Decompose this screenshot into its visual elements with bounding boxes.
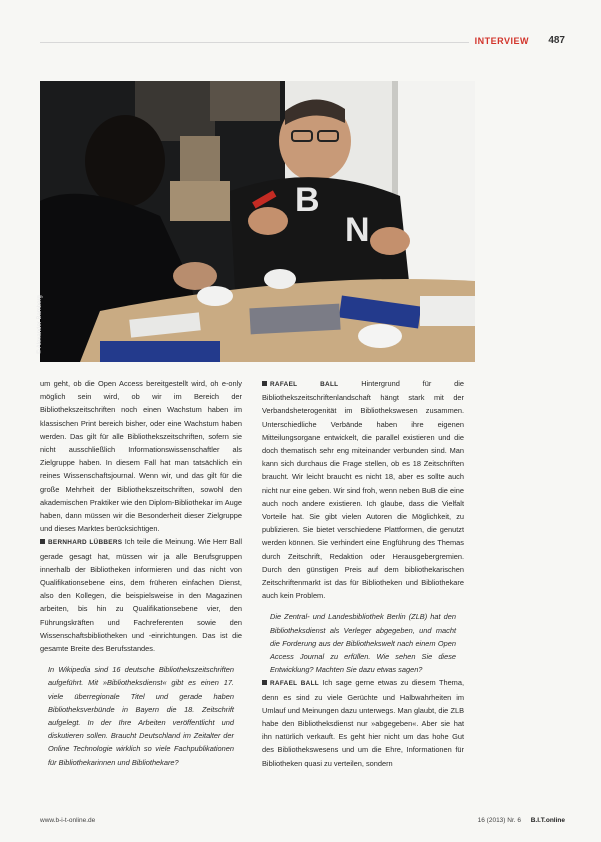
answer-text: Ich teile die Meinung. Wie Herr Ball gerade gesagt hat, müssen wir ja alle Berufsgruppen innerhalb der Bibliotheken informieren und das nicht von Qualifikationsebene eins, dem früheren einfachen Dienst, also den Kollegen, die beispielsweise in den Magazinen arbeiten, bis hin zu Qualifikationsebene vier, den Führungskräften und Fachreferenten sowie den Wissenschaftsbibliotheken und -einrichtungen. Das ist die gesamte Breite des Berufsstandes.: [40, 537, 242, 654]
svg-text:B: B: [295, 181, 320, 219]
page-footer: [40, 817, 565, 827]
speaker-name: RAFAEL BALL: [262, 381, 338, 388]
svg-text:N: N: [345, 211, 370, 249]
square-bullet-icon: [262, 680, 267, 685]
paragraph: [262, 377, 464, 602]
page-header: [40, 36, 565, 48]
page-number: 487: [548, 35, 565, 46]
answer-text: Ich sage gerne etwas zu diesem Thema, denn es sind zu viele Gerüchte und Halbwahrheiten im Umlauf und Meinungen dazu unterwegs. Man glaubt, die ZLB habe den Bibliotheksdienst nur »abgegeben«. Aber sie hat ihn natürlich verkauft. Es geht hier nicht um das hohe Gut des Bibliothekswesens und um die Ehre, Informationen für Bibliotheken quasi zu verteilen, sondern: [262, 678, 465, 768]
text-column-right: [262, 377, 464, 770]
text-column-left: [40, 377, 242, 769]
interview-question: In Wikipedia sind 16 deutsche Bibliothekszeitschriften aufgeführt. Mit »Bibliotheksdienst« gibt es einen 17. viele überregionale Titel und gerade haben Bibliotheksverbünde in Bayern die 18. Zeitschrift aufgelegt. In der Ihre Arbeiten veröffentlicht und diskutieren sollen. Braucht Deutschland im Zeitalter der Online Technologie wirklich so viele Fachpublikationen für Bibliothekarinnen und Bibliothekare?: [48, 665, 234, 767]
square-bullet-icon: [40, 539, 45, 544]
speaker-name: RAFAEL BALL: [262, 680, 319, 687]
square-bullet-icon: [262, 381, 267, 386]
paragraph: [262, 676, 464, 769]
paragraph: [40, 535, 242, 655]
photo-credit: © Alexander Bamberg: [37, 295, 43, 354]
website-link[interactable]: www.b-i-t-online.de: [40, 817, 96, 824]
answer-text: Hintergrund für die Bibliothekszeitschriftenlandschaft hängt stark mit der Verbandsheterogenität im Bibliothekswesen zusammen. Unterschiedliche Verbände haben ihre eigenen Mitteilungsorgane entwickelt, die parallel existieren und die doch thematisch sehr eng miteinander verbunden sind. Man kann sich durchaus die Frage stellen, ob es 18 Zeitschriften braucht. Wir leicht braucht es nicht 18, aber es sollte auch nicht nur eine geben. Wir sind froh, wenn neben BuB die eine auch noch andere existieren. Ich glaube, dass die Vielfalt Vorteile hat. Sie gibt vielen Autoren die Möglichkeit, zu publizieren. Sie bietet verschiedene Plattformen, die genutzt werden können. Sie verhindert eine Engführung des Themas durch Zeitschrift, Redaktion oder Herausgebergremien. Durch den günstigen Preis auf dem bibliothekarischen Zeitschriftenmarkt ist das für Bibliotheken und Bibliothekare auch kein Problem.: [262, 379, 464, 601]
speaker-name: BERNHARD LÜBBERS: [40, 539, 122, 546]
interview-photo: [37, 81, 475, 362]
interview-photo-illustration: [40, 81, 475, 362]
issue-label: 16 (2013) Nr. 6: [477, 817, 521, 824]
brand-logo: B.I.T.online: [530, 817, 565, 824]
section-title: INTERVIEW: [474, 36, 529, 46]
header-rule: [40, 42, 469, 43]
interview-question: Die Zentral- und Landesbibliothek Berlin (ZLB) hat den Bibliotheksdienst als Verleger abgegeben, und macht die Forderung aus der Bibliothekswelt nach einem Open Access Journal zu erfüllen. Wie sehen Sie diese Entwicklung? Machten Sie dazu etwas sagen?: [270, 612, 456, 675]
paragraph: um geht, ob die Open Access bereitgestellt wird, oh e-only möglich sein wird, ob wir im Bereich der Bibliothekszeitschriften noch einen Wachstum haben im klassischen Print bereich bisher, oder eine Wachstum haben werden. Das gilt für alle Bibliothekszeitschriften, sofern sie nicht ausschließlich Informationswissenschaftler als Zielgruppe haben. In diesem Fall hat man tatsächlich ein reines Wissenschaftsjournal. Wenn wir, und das gilt für die große Mehrheit der Bibliothekszeitschriften, sowohl den akademischen Praktiker wie den Diplom-Bibliothekar im Auge haben, dann müssen wir die Besonderheit dieser Zielgruppe und dieses Marktes berücksichtigen.: [40, 379, 242, 534]
